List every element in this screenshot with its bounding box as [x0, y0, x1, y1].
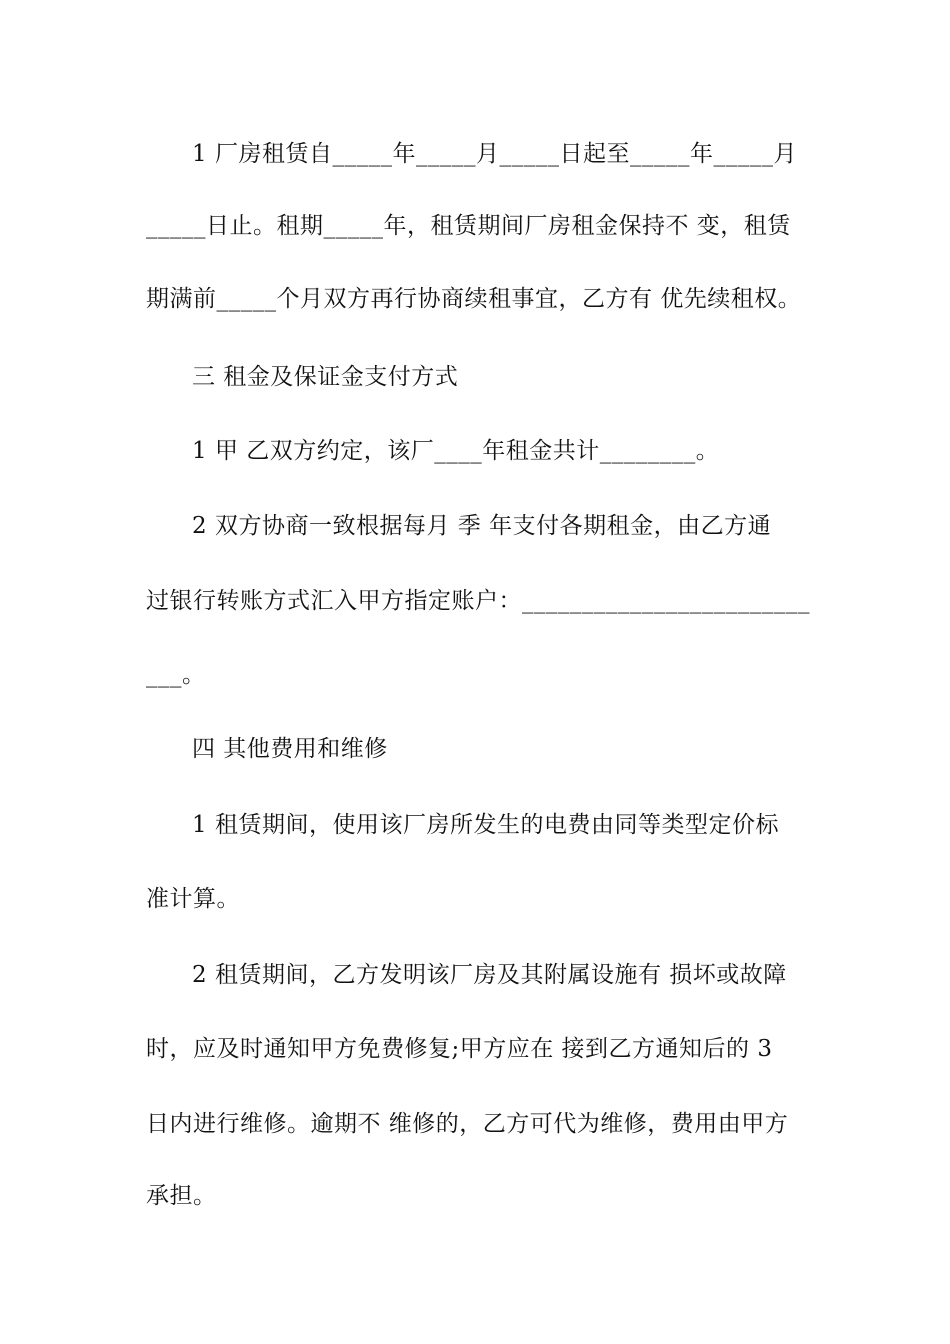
clause-4-2-repairs: 2 租赁期间，乙方发明该厂房及其附属设施有 损坏或故障 — [192, 962, 787, 988]
clause-3-2-payment-end: ___。 — [146, 662, 206, 688]
clause-3-2-payment: 2 双方协商一致根据每月 季 年支付各期租金，由乙方通 — [192, 513, 772, 539]
clause-4-2-repairs-cont: 时，应及时通知甲方免费修复;甲方应在 接到乙方通知后的 3 — [146, 1036, 773, 1062]
clause-4-1-electricity: 1 租赁期间，使用该厂房所发生的电费由同等类型定价标 — [192, 812, 779, 838]
clause-1-lease-term-cont: _____日止。租期_____年，租赁期间厂房租金保持不 变，租赁 — [146, 213, 791, 239]
clause-1-renewal: 期满前_____个月双方再行协商续租事宜，乙方有 优先续租权。 — [146, 286, 802, 312]
clause-3-1-rent-total: 1 甲 乙双方约定，该厂____年租金共计________。 — [192, 438, 720, 464]
section-3-heading: 三 租金及保证金支付方式 — [192, 364, 459, 390]
clause-4-2-repairs-cont2: 日内进行维修。逾期不 维修的，乙方可代为维修，费用由甲方 — [146, 1111, 789, 1137]
clause-4-2-repairs-end: 承担。 — [146, 1183, 217, 1209]
clause-1-lease-term: 1 厂房租赁自_____年_____月_____日起至_____年_____月 — [192, 141, 797, 167]
clause-4-1-electricity-cont: 准计算。 — [146, 886, 240, 912]
section-4-heading: 四 其他费用和维修 — [192, 736, 388, 762]
clause-3-2-payment-cont: 过银行转账方式汇入甲方指定账户：________________________ — [146, 588, 810, 614]
